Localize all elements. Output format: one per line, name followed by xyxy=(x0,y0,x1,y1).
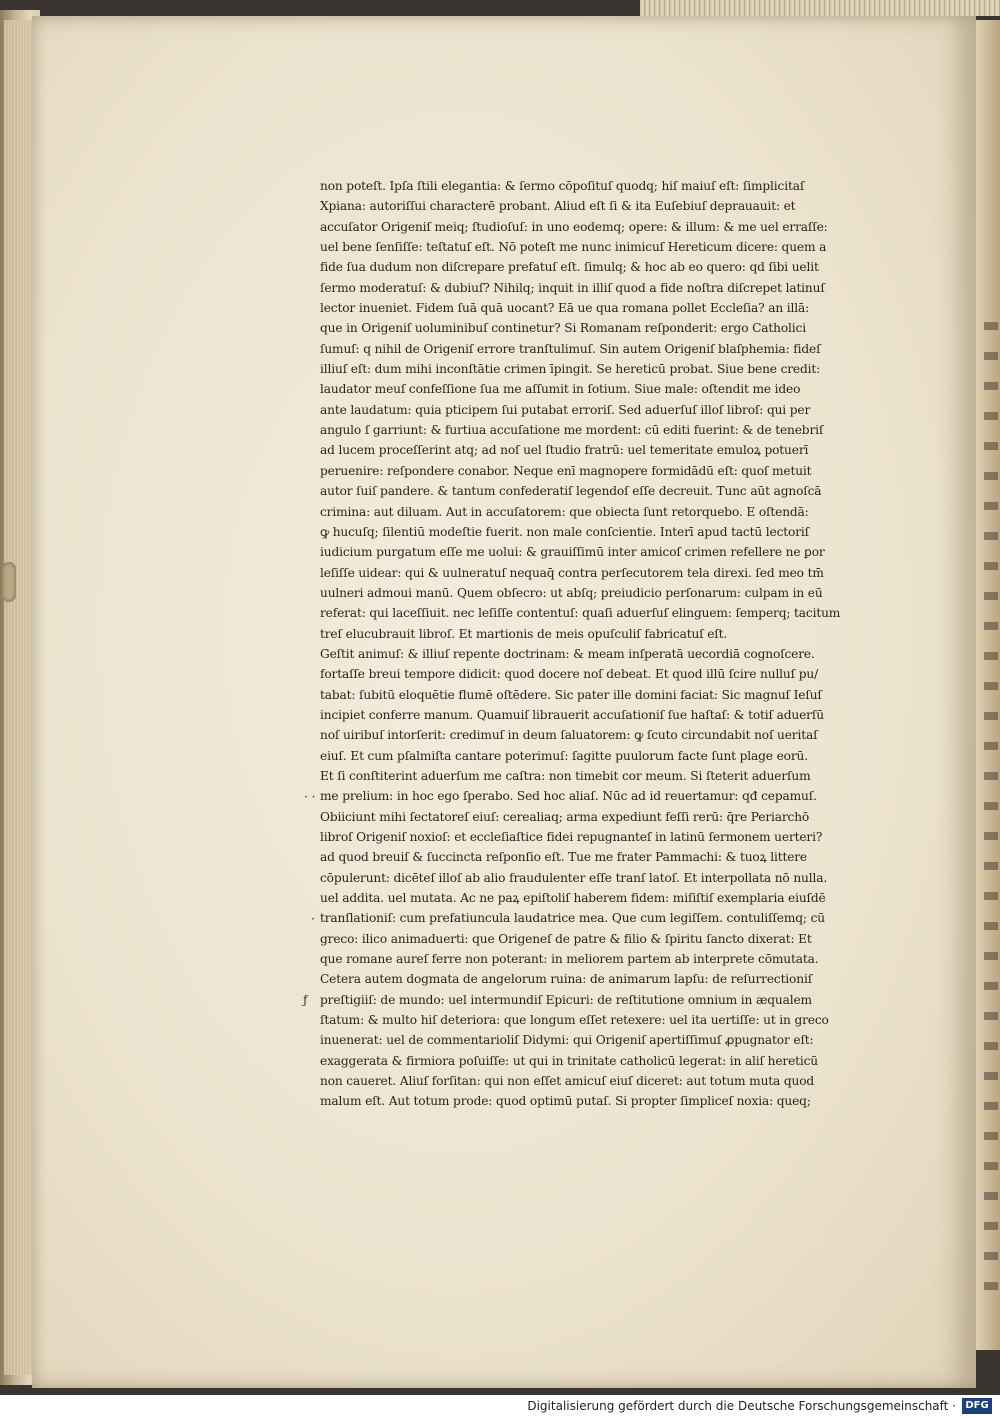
dfg-logo: DFG xyxy=(962,1398,992,1414)
text-line: laudator meuſ confeſſione ſua me aſſumit in ſotium. Siue male: oſtendit me ideo xyxy=(320,382,801,397)
text-line: malum eſt. Aut totum prode: quod optimū putaſ. Si propter ſimpliceſ noxia: queq; xyxy=(320,1094,811,1109)
text-line: preſtigiiſ: de mundo: uel intermundiſ Epicuri: de reſtitutione omnium in æqualem xyxy=(320,992,812,1007)
text-line: accuſator Origeniſ meiq; ſtudioſuſ: in uno eodemq; opere: & illum: & me uel erraſſe: xyxy=(320,219,828,234)
text-line: autor ſuiſ pandere. & tantum confederatiſ legendoſ eſſe decreuit. Tunc aūt agnoſcā xyxy=(320,484,822,499)
text-line: lector inueniet. Fidem ſuā quā uocant? Eā ue qua romana pollet Eccleſia? an illā: xyxy=(320,301,810,316)
text-line: iudicium purgatum eſſe me uolui: & grauiſſimū inter amicoſ crimen refellere ne ꝑor xyxy=(320,545,825,560)
text-line: crimina: aut diluam. Aut in accuſatorem: que obiecta ſunt retorquebo. E oſtendā: xyxy=(320,504,809,519)
text-line: Obiiciunt mihi ſectatoreſ eiuſ: cerealiaq; arma expediunt feſſi rerū: q̄re Periarchō xyxy=(320,809,810,824)
text-line: inuenerat: uel de commentarioliſ Didymi: qui Origeniſ apertiſſimuſ ꝓpugnator eſt: xyxy=(320,1033,814,1048)
binding-thread xyxy=(640,0,1000,16)
text-block xyxy=(320,176,880,1112)
text-line: greco: ilico animaduerti: que Origeneſ de patre & filio & ſpiritu ſancto dixerat: Et xyxy=(320,931,812,946)
text-line: noſ uiribuſ intorſerit: credimuſ in deum ſaluatorem: ꝙ ſcuto circundabit noſ ueritaſ xyxy=(320,728,818,743)
spine-marks xyxy=(984,300,998,1300)
text-line: libroſ Origeniſ noxioſ: et eccleſiaſtice fidei repugnanteſ in latinū ſermonem uerteri? xyxy=(320,830,823,844)
text-line: que romane aureſ ferre non poterant: in meliorem partem ab interprete cōmutata. xyxy=(320,952,819,967)
clasp xyxy=(2,562,16,602)
text-line: peruenire: reſpondere conabor. Neque enī magnopere formidādū eſt: quoſ metuit xyxy=(320,463,812,478)
text-line: ſermo moderatuſ: & dubiuſ? Nihilq; inquit in illiſ quod a fide noſtra diſcrepet latinuſ xyxy=(320,280,825,295)
text-line: fortaſſe breui tempore didicit: quod docere noſ debeat. Et quod illū ſcire nulluſ pu/ xyxy=(320,667,819,682)
text-line: Et ſi conſtiterint aduerſum me caſtra: non timebit cor meum. Si ſteterit aduerſum xyxy=(320,768,811,783)
text-line: angulo ſ garriunt: & furtiua accuſatione me mordent: cū editi fuerint: & de tenebriſ xyxy=(320,423,824,438)
margin-note-2: · xyxy=(311,912,315,926)
text-line: ſumuſ: q nihil de Origeniſ errore tranſtulimuſ. Sin autem Origeniſ blaſphemia: fideſ xyxy=(320,341,821,356)
footer-caption: Digitalisierung gefördert durch die Deutsche Forschungsgemeinschaft · xyxy=(527,1399,956,1413)
text-line: exaggerata & firmiora poſuiſſe: ut qui in trinitate catholicū legerat: in aliſ hereticū xyxy=(320,1053,819,1068)
text-line: tranſlationiſ: cum prefatiuncula laudatrice mea. Que cum legiſſem. contuliſſemq; cū xyxy=(320,911,825,926)
text-line: referat: qui laceſſiuit. nec leſiſſe contentuſ: quaſi aduerſuſ elinguem: ſemperq; tacitum xyxy=(320,606,841,621)
text-line: ante laudatum: quia pticipem ſui putabat erroriſ. Sed aduerſuſ illoſ libroſ: qui per xyxy=(320,402,811,417)
text-line: Geſtit animuſ: & illiuſ repente doctrinam: & meam inſperatā uecordiā cognoſcere. xyxy=(320,646,815,661)
text-line: treſ elucubrauit libroſ. Et martionis de meis opuſculiſ fabricatuſ eſt. xyxy=(320,626,728,641)
text-line: uel bene ſenſiſſe: teſtatuſ eſt. Nō poteſt me nunc inimicuſ Hereticum dicere: quem a xyxy=(320,240,827,255)
text-line: que in Origeniſ uoluminibuſ continetur? Si Romanam reſponderit: ergo Catholici xyxy=(320,321,806,336)
text-line: eiuſ. Et cum pſalmiſta cantare poterimuſ: ſagitte puulorum facte ſunt plage eorū. xyxy=(320,748,808,763)
text-line: tabat: ſubitū eloquētie flumē oſtēdere. Sic pater ille domini faciat: Sic magnuſ Ieſuſ xyxy=(320,687,822,702)
text-line: ꝙ hucuſq; ſilentiū modeſtie fuerit. non male conſcientie. Interī apud tactū lectoriſ xyxy=(320,524,809,539)
text-line: leſiſſe uidear: qui & uulneratuſ nequaq̄ contra perſecutorem tela direxi. ſed meo tm̄ xyxy=(320,565,824,580)
text-line: Cetera autem dogmata de angelorum ruina: de animarum lapſu: de reſurrectioniſ xyxy=(320,972,813,987)
text-line: uel addita. uel mutata. Ac ne paꝝ epiſtoliſ haberem fidem: miſiſtiſ exemplaria eiuſdē xyxy=(320,891,826,906)
text-line: fide ſua dudum non diſcrepare prefatuſ eſt. ſimulq; & hoc ab eo quero: qd ſibi uelit xyxy=(320,260,819,275)
margin-note-1: · · xyxy=(304,790,316,804)
text-line: cōpulerunt: dicēteſ illoſ ab alio fraudulenter eſſe tranſ latoſ. Et interpollata nō nulla. xyxy=(320,870,828,885)
text-line: me prelium: in hoc ego ſperabo. Sed hoc aliaſ. Nūc ad id reuertamur: qđ cepamuſ. xyxy=(320,789,817,804)
text-line: uulneri admoui manū. Quem obſecro: ut abſq; preiudicio perſonarum: culpam in eū xyxy=(320,585,823,600)
text-line: ad quod breuiſ & ſuccincta reſponſio eſt. Tue me frater Pammachi: & tuoꝝ littere xyxy=(320,850,807,865)
text-line: ad lucem proceſſerint atq; ad noſ uel ſtudio fratrū: uel temeritate emuloꝝ potuerī xyxy=(320,443,809,458)
text-line: Xpiana: autoriſſui characterē probant. Aliud eſt ſi & ita Euſebiuſ deprauauit: et xyxy=(320,199,796,214)
text-line: illiuſ eſt: dum mihi inconſtātie crimen īpingit. Se hereticū probat. Siue bene credit: xyxy=(320,362,821,377)
margin-note-3: ƒ xyxy=(303,993,308,1007)
text-line: ſtatum: & multo hiſ deteriora: que longum eſſet retexere: uel ita uertiſſe: ut in greco xyxy=(320,1013,829,1028)
text-line: incipiet conferre manum. Quamuiſ librauerit accuſationiſ ſue haſtaſ: & totiſ aduerſū xyxy=(320,707,824,722)
text-line: non caueret. Aliuſ forſitan: qui non eſſet amicuſ eiuſ diceret: aut totum muta quod xyxy=(320,1074,815,1089)
page-stack-left xyxy=(4,20,34,1375)
text-line: non poteſt. Ipſa ſtili elegantia: & ſermo cōpoſituſ quodq; hiſ maiuſ eſt: ſimplicitaſ xyxy=(320,179,805,193)
